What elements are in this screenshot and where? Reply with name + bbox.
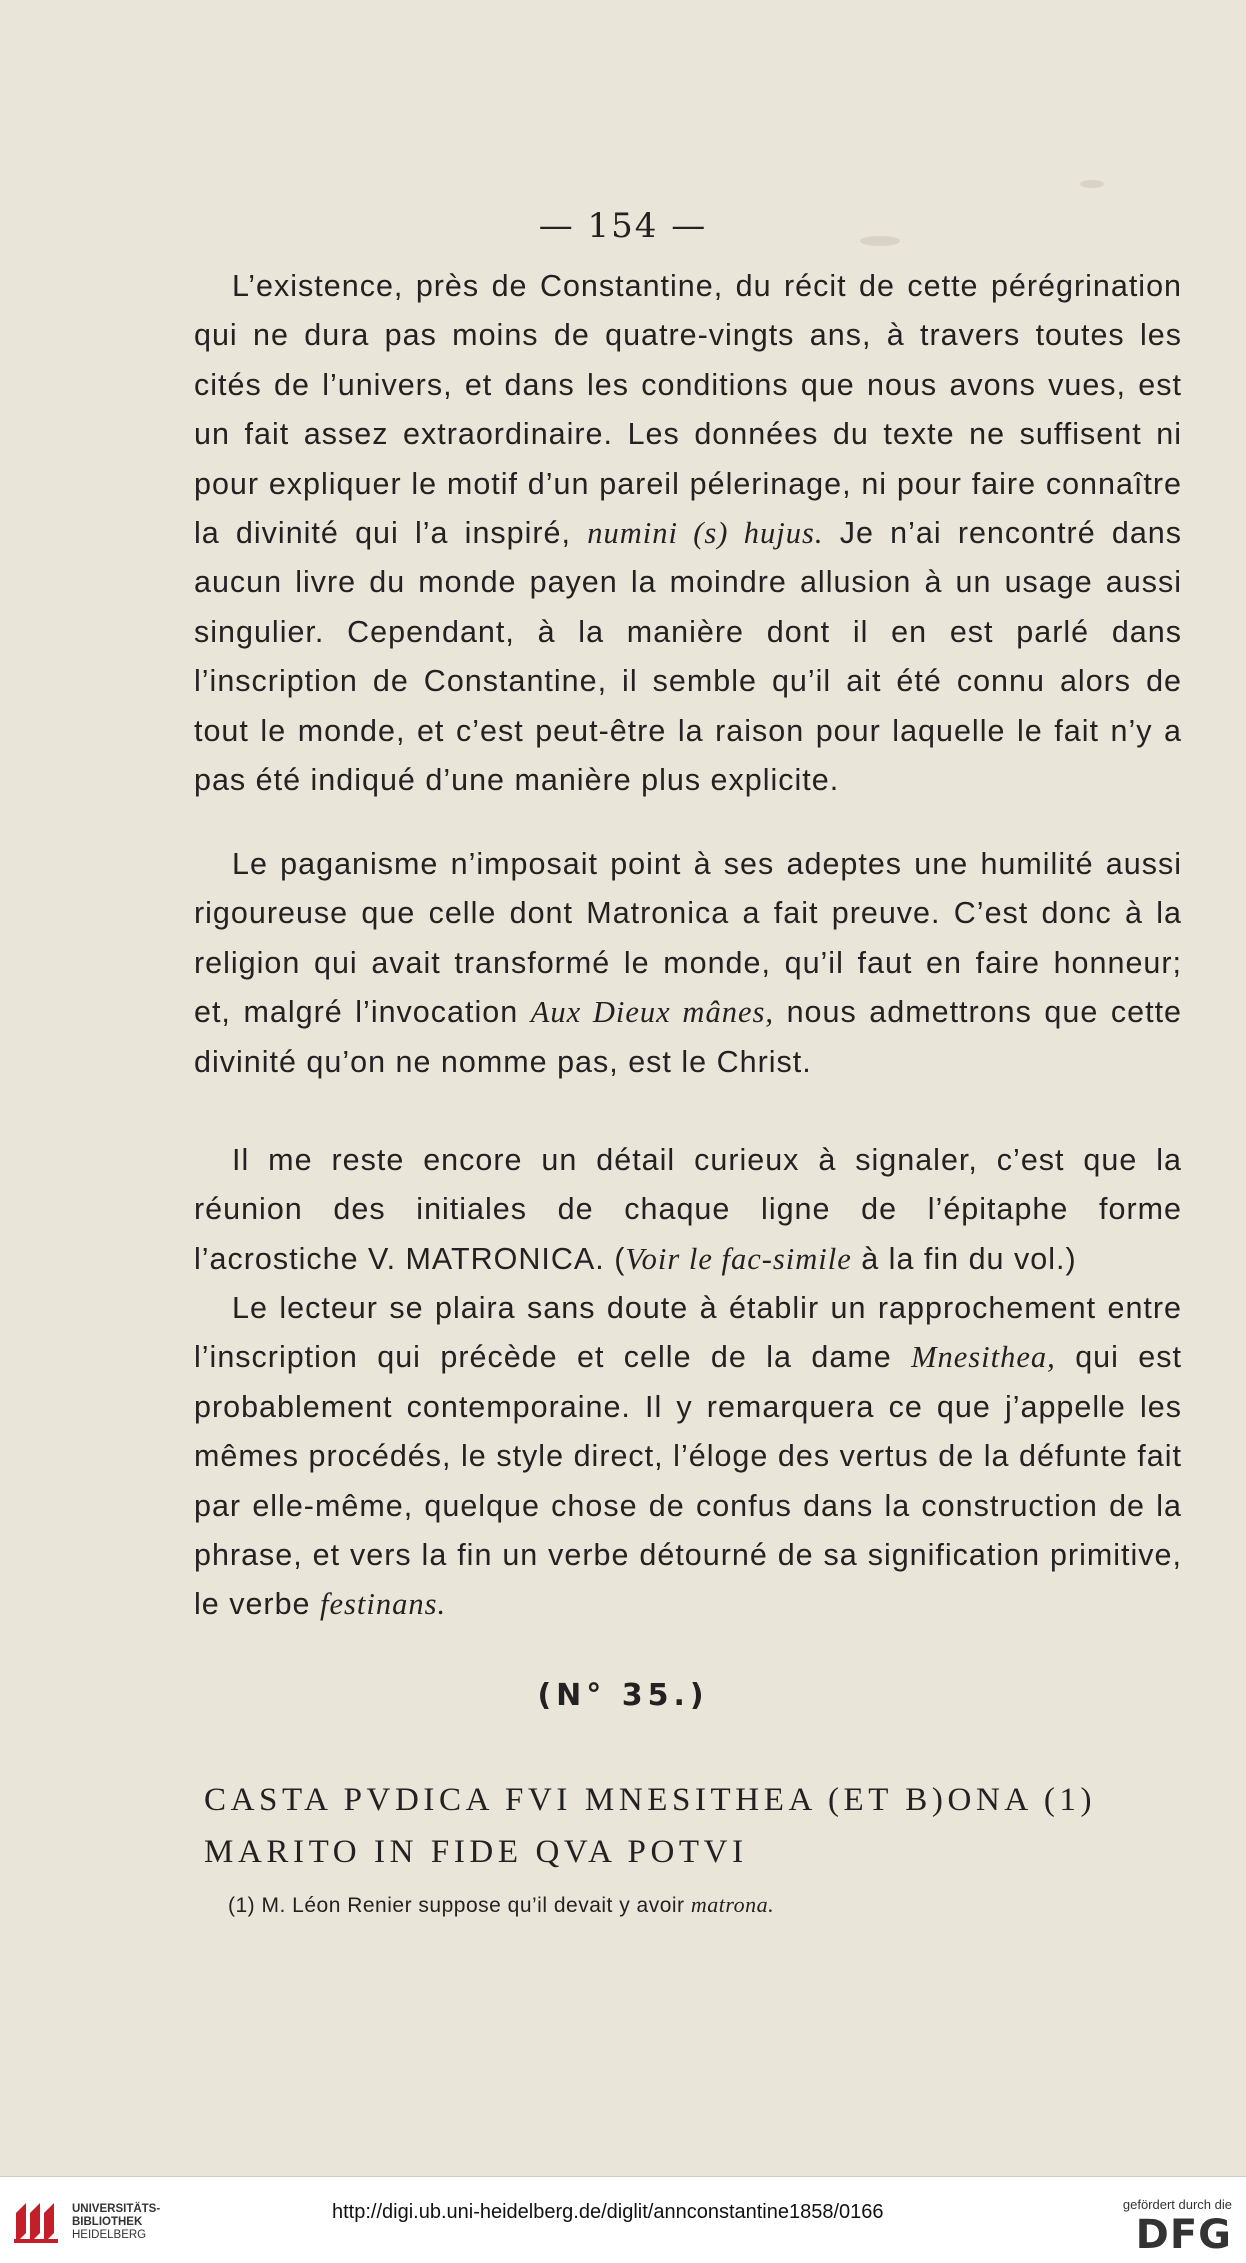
paragraph-run: qui est probablement contemporaine. Il y remarquera ce que j’appelle les mêmes procédés, le style direct, l’éloge des vertus de la défunte fait par elle-même, quelque chose de confus dans la construction de la phrase, et vers la fin un verbe détourné de sa signification primitive, le verbe — [194, 1340, 1182, 1622]
dfg-logo: DFG — [1135, 2212, 1232, 2258]
footnote-text: (1) M. Léon Renier suppose qu’il devait y avoir — [228, 1894, 685, 1917]
paper-stain — [1080, 180, 1104, 188]
paragraph-4 — [194, 1284, 1182, 1630]
paragraph-run: L’existence, près de Constantine, du récit de cette pérégrination qui ne dura pas moins de quatre-vingts ans, à travers toutes les cités de l’univers, et dans les conditions que nous avons vues, est un fait assez extraordinaire. Les données du texte ne suffisent ni pour expliquer le motif d’un pareil pélerinage, ni pour faire connaître la divinité qui l’a inspiré, — [194, 269, 1182, 551]
page-number: — 154 — — [538, 206, 708, 246]
paragraph-text — [194, 840, 1182, 1087]
permalink-url[interactable]: http://digi.ub.uni-heidelberg.de/diglit/annconstantine1858/0166 — [332, 2201, 884, 2223]
italic-phrase: numini (s) hujus. — [587, 516, 824, 551]
inscription-line-1: CASTA PVDICA FVI MNESITHEA (ET B)ONA (1) — [204, 1782, 1097, 1818]
italic-phrase: festinans. — [320, 1587, 447, 1622]
library-name — [72, 2203, 160, 2242]
footnote-italic: matrona. — [690, 1892, 775, 1917]
university-library-logo-icon — [12, 2199, 62, 2245]
paragraph-text — [194, 262, 1182, 805]
italic-phrase: Voir le fac-simile — [625, 1241, 852, 1276]
italic-phrase: Mnesithea, — [911, 1340, 1056, 1375]
paragraph-3 — [194, 1136, 1182, 1284]
funding-caption: gefördert durch die — [1122, 2197, 1232, 2212]
paragraph-run: nous admettrons que cette divinité qu’on ne nomme pas, est le Christ. — [194, 995, 1182, 1079]
paragraph-2 — [194, 840, 1182, 1087]
inscription-number-heading: (N° 35.) — [537, 1678, 709, 1713]
paragraph-run: à la fin du vol.) — [861, 1241, 1077, 1276]
library-name-line: UNIVERSITÄTS- — [72, 2203, 161, 2215]
paragraph-run: Je n’ai rencontré dans aucun livre du monde payen la moindre allusion à un usage aussi singulier. Cependant, à la manière dont il en est parlé dans l’inscription de Constantine, il semble qu’il ait été connu alors de tout le monde, et c’est peut-être la raison pour laquelle le fait n’y a pas été indiqué d’une manière plus explicite. — [194, 516, 1182, 798]
library-name-line: HEIDELBERG — [72, 2229, 147, 2241]
italic-phrase: Aux Dieux mânes, — [530, 995, 774, 1030]
paragraph-run: Il me reste encore un détail curieux à signaler, c’est que la réunion des initiales de chaque ligne de l’épitaphe forme l’acrostiche V. MATRONICA. ( — [194, 1143, 1182, 1276]
paragraph-text — [194, 1284, 1182, 1630]
library-name-line: BIBLIOTHEK — [72, 2216, 143, 2228]
paragraph-1 — [194, 262, 1182, 805]
paragraph-text — [194, 1136, 1182, 1284]
footer-bar — [0, 2176, 1246, 2263]
paragraph-run: Le paganisme n’imposait point à ses adeptes une humilité aussi rigoureuse que celle dont Matronica a fait preuve. C’est donc à la religion qui avait transformé le monde, qu’il faut en faire honneur; et, malgré l’invocation — [194, 847, 1182, 1030]
inscription-line-2: MARITO IN FIDE QVA POTVI — [204, 1834, 748, 1870]
footnote — [228, 1892, 774, 1918]
paragraph-run: Le lecteur se plaira sans doute à établir un rapprochement entre l’inscription qui précède et celle de la dame — [194, 1291, 1182, 1375]
